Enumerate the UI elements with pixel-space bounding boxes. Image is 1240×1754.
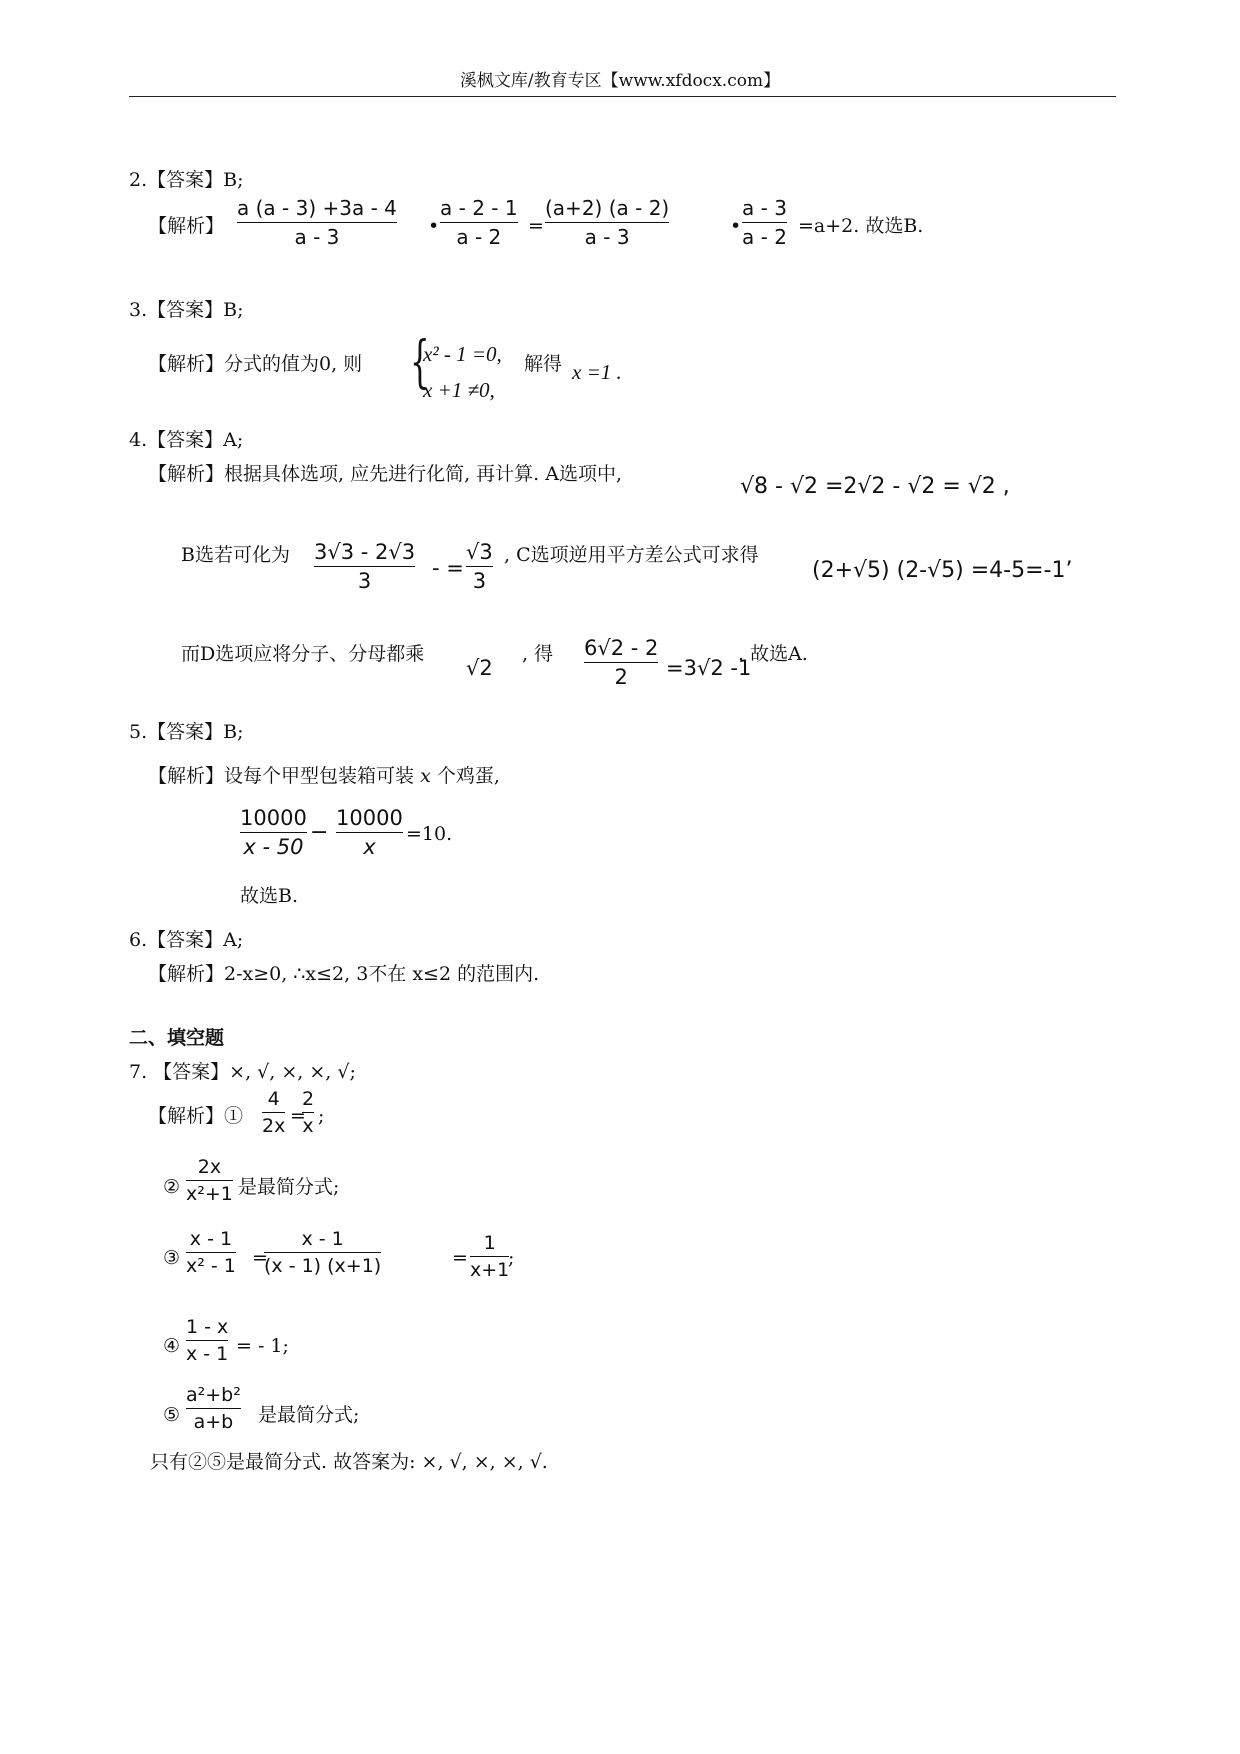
q7-i1-num: 4 (267, 1088, 280, 1110)
q7-i2-mark: ② (163, 1176, 181, 1198)
q7-i3-den2: (x - 1) (x+1) (264, 1255, 382, 1277)
q4-b-lead: B选若可化为 (181, 544, 290, 566)
q7-i4-tail: = - 1; (236, 1335, 289, 1357)
q4-d-tail: . 故选A. (738, 643, 808, 665)
q3-answer: 3.【答案】B; (129, 299, 244, 321)
q7-item4-frac (186, 1316, 228, 1365)
q4-b-mid: - = (432, 556, 464, 580)
q7-i4-den: x - 1 (186, 1343, 229, 1365)
q2-equals: = (528, 215, 544, 237)
q7-i2-tail: 是最简分式; (238, 1176, 340, 1198)
q2-fraction-3 (545, 196, 669, 249)
q2-f1-num: a (a - 3) +3a - 4 (237, 196, 397, 220)
q2-dot-1: • (428, 215, 440, 237)
q7-item1-frac-a (262, 1088, 285, 1137)
q5-var: x (420, 765, 431, 787)
q4-d-num: 6√2 - 2 (584, 636, 659, 660)
q7-i1-den2: x (302, 1115, 314, 1137)
q4-b-den2: 3 (472, 569, 487, 593)
q7-summary: 只有②⑤是最简分式. 故答案为: ×, √, ×, ×, √. (150, 1451, 548, 1473)
q7-i3-eq2: = (452, 1247, 468, 1269)
q4-b-den: 3 (357, 569, 372, 593)
q7-i5-den: a+b (193, 1411, 234, 1433)
q5-minus: − (310, 820, 329, 845)
q7-i3-num2: x - 1 (301, 1228, 344, 1250)
q5-den1: x - 50 (243, 835, 304, 859)
q6-analysis: 【解析】2-x≥0, ∴x≤2, 3不在 x≤2 的范围内. (148, 963, 540, 985)
q7-item2-frac (186, 1156, 233, 1205)
q7-i4-num: 1 - x (186, 1316, 229, 1338)
q7-i3-mark: ③ (163, 1247, 181, 1269)
q3-line1: x² - 1 =0, (423, 342, 502, 366)
q7-i1-end: ; (318, 1105, 325, 1127)
q7-i2-den: x²+1 (186, 1183, 233, 1205)
q2-fraction-2 (440, 196, 518, 249)
q5-den2: x (363, 835, 376, 859)
q4-expr-a: √8 - √2 =2√2 - √2 = √2 , (740, 474, 1010, 499)
q4-d-den: 2 (614, 665, 628, 689)
q5-lead: 【解析】设每个甲型包装箱可装 (148, 765, 415, 787)
q2-f3-den: a - 3 (584, 225, 630, 249)
q2-fraction-4 (742, 196, 787, 249)
q4-b-fraction-2 (466, 540, 493, 593)
q7-i3-end: ; (508, 1247, 515, 1269)
q5-eq-fraction-1 (240, 806, 307, 859)
q7-i3-num3: 1 (483, 1232, 496, 1254)
q2-f3-num: (a+2) (a - 2) (545, 196, 670, 220)
q5-tail: 个鸡蛋, (436, 765, 500, 787)
q7-i5-tail: 是最简分式; (258, 1404, 360, 1426)
q3-solve: 解得 (524, 353, 563, 375)
q6-answer: 6.【答案】A; (129, 929, 244, 951)
q5-analysis (148, 764, 500, 788)
q5-num2: 10000 (336, 806, 403, 830)
q7-item3-frac-a (186, 1228, 236, 1277)
q2-f2-den: a - 2 (456, 225, 502, 249)
q3-line2: x +1 ≠0, (423, 378, 495, 402)
q4-d-get: , 得 (522, 643, 554, 665)
q7-i1-den: 2x (262, 1115, 286, 1137)
q7-i5-mark: ⑤ (163, 1404, 181, 1426)
q7-i3-den: x² - 1 (186, 1255, 236, 1277)
q7-i2-num: 2x (197, 1156, 222, 1178)
q4-answer: 4.【答案】A; (129, 429, 244, 451)
q4-b-num: 3√3 - 2√3 (314, 540, 416, 564)
q4-d-fraction (584, 636, 658, 689)
q7-answer: 7. 【答案】×, √, ×, ×, √; (129, 1061, 356, 1083)
q5-rhs: =10. (406, 823, 453, 845)
q7-item5-frac (186, 1384, 241, 1433)
q7-i1-eq: = (290, 1105, 306, 1127)
q2-f4-num: a - 3 (742, 196, 787, 220)
q7-lead: 【解析】① (148, 1105, 244, 1127)
q7-i4-mark: ④ (163, 1335, 181, 1357)
q4-d-sqrt: √2 (466, 656, 493, 680)
q4-b-fraction (314, 540, 415, 593)
q4-b-num2: √3 (466, 540, 493, 564)
q7-item3-frac-b (264, 1228, 381, 1277)
q2-dot-2: • (730, 215, 742, 237)
q4-d-lead: 而D选项应将分子、分母都乘 (181, 643, 425, 665)
q7-i5-num: a²+b² (186, 1384, 241, 1406)
q7-item3-frac-c (470, 1232, 509, 1281)
q4-line1: 【解析】根据具体选项, 应先进行化简, 再计算. A选项中, (148, 463, 622, 485)
q2-f1-den: a - 3 (294, 225, 340, 249)
q7-i1-num2: 2 (302, 1088, 315, 1110)
q5-eq-fraction-2 (336, 806, 403, 859)
q7-i3-eq: = (252, 1247, 268, 1269)
q2-result: =a+2. 故选B. (798, 215, 924, 237)
q4-d-result: =3√2 -1 (666, 656, 752, 680)
q5-answer: 5.【答案】B; (129, 721, 244, 743)
q3-brace: { (410, 330, 430, 395)
q5-choose: 故选B. (240, 885, 299, 907)
q2-analysis-label: 【解析】 (148, 215, 225, 237)
q7-i3-den3: x+1 (470, 1259, 510, 1281)
q2-fraction-1 (237, 196, 397, 249)
q2-f4-den: a - 2 (742, 225, 787, 249)
section-title: 二、填空题 (129, 1027, 225, 1049)
q4-expr-c: (2+√5) (2-√5) =4-5=-1’ (812, 558, 1073, 583)
q3-result: x =1 . (572, 360, 622, 384)
q3-analysis: 【解析】分式的值为0, 则 (148, 353, 363, 375)
q2-answer: 2.【答案】B; (129, 169, 244, 191)
q2-f2-num: a - 2 - 1 (440, 196, 518, 220)
header-rule (129, 96, 1116, 97)
q5-num1: 10000 (240, 806, 307, 830)
q7-item1-frac-b (302, 1088, 314, 1137)
q4-c-text: , C选项逆用平方差公式可求得 (504, 544, 759, 566)
page-header: 溪枫文库/教育专区【www.xfdocx.com】 (459, 71, 781, 91)
q7-i3-num: x - 1 (189, 1228, 233, 1250)
